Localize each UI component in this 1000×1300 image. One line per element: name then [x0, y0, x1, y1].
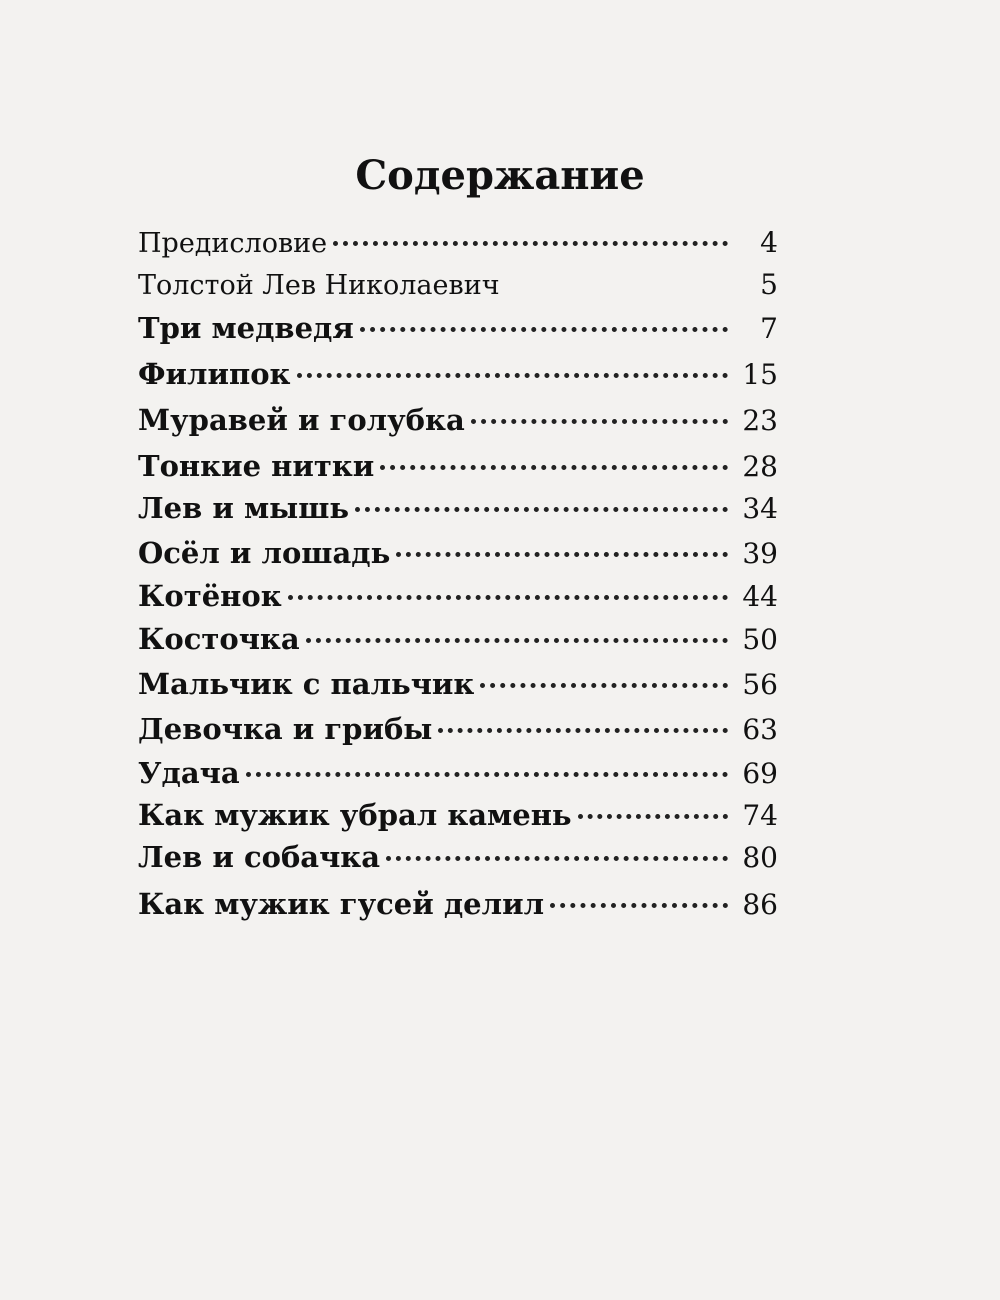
toc-entry-page: 63 [742, 713, 778, 746]
toc-leader-dots [355, 507, 728, 512]
toc-leader-dots [438, 728, 728, 733]
toc-entry-title: Предисловие [138, 228, 328, 259]
toc-entry [138, 449, 778, 489]
toc-entry-page: 7 [760, 312, 778, 345]
page-title: Содержание [355, 152, 645, 199]
toc-leader-dots [360, 327, 728, 332]
toc-entry [138, 798, 778, 838]
toc-entry [138, 756, 778, 796]
toc-entry-page: 44 [742, 580, 778, 613]
toc-entry-page: 34 [742, 492, 778, 525]
toc-entry-title: Котёнок [138, 579, 282, 613]
toc-entry-title: Девочка и грибы [138, 712, 433, 746]
toc-leader-dots [333, 241, 728, 246]
toc-entry-page: 56 [742, 668, 778, 701]
toc-entry-page: 39 [742, 537, 778, 570]
toc-leader-dots [297, 373, 729, 378]
toc-entry [138, 622, 778, 662]
toc-entry [138, 579, 778, 619]
toc-entry-title: Тонкие нитки [138, 449, 375, 483]
toc-entry-page: 28 [742, 450, 778, 483]
toc-leader-dots [306, 638, 728, 643]
toc-entry-title: Муравей и голубка [138, 403, 465, 437]
toc-entry-page: 5 [760, 268, 778, 301]
toc-entry [138, 403, 778, 443]
toc-entry [138, 887, 778, 927]
toc-entry [138, 491, 778, 531]
toc-entry [138, 667, 778, 707]
toc-entry-page: 4 [760, 226, 778, 259]
toc-entry-title: Три медведя [138, 311, 354, 345]
toc-entry-title: Осёл и лошадь [138, 536, 391, 570]
toc-entry-page: 15 [742, 358, 778, 391]
toc-entry-page: 23 [742, 404, 778, 437]
toc-entry-title: Лев и мышь [138, 491, 350, 525]
toc-entry-page: 50 [742, 623, 778, 656]
toc-entry [138, 840, 778, 880]
toc-entry-title: Удача [138, 756, 240, 790]
toc-entry-title: Лев и собачка [138, 840, 381, 874]
toc-entry-page: 86 [742, 888, 778, 921]
toc-entry [138, 712, 778, 752]
toc-leader-dots [471, 419, 728, 424]
toc-entry [138, 311, 778, 351]
toc-entry-title: Как мужик убрал камень [138, 798, 572, 832]
toc-entry-title: Мальчик с пальчик [138, 667, 475, 701]
toc-leader-dots [380, 465, 728, 470]
toc-entry-page: 69 [742, 757, 778, 790]
toc-entry-page: 80 [742, 841, 778, 874]
toc-entry-page: 74 [742, 799, 778, 832]
toc-leader-dots [288, 595, 728, 600]
toc-entry [138, 357, 778, 397]
toc-leader-dots [396, 552, 728, 557]
toc-leader-dots [480, 683, 728, 688]
toc-entry [138, 268, 778, 308]
toc-leader-dots [550, 903, 728, 908]
toc-entry-title: Толстой Лев Николаевич [138, 270, 500, 301]
toc-entry-title: Как мужик гусей делил [138, 887, 545, 921]
toc-entry-title: Косточка [138, 622, 300, 656]
toc-entry-title: Филипок [138, 357, 291, 391]
toc-leader-dots [386, 856, 728, 861]
toc-leader-dots [246, 772, 728, 777]
toc-entry [138, 226, 778, 266]
toc-leader-dots [578, 814, 728, 819]
toc-entry [138, 536, 778, 576]
